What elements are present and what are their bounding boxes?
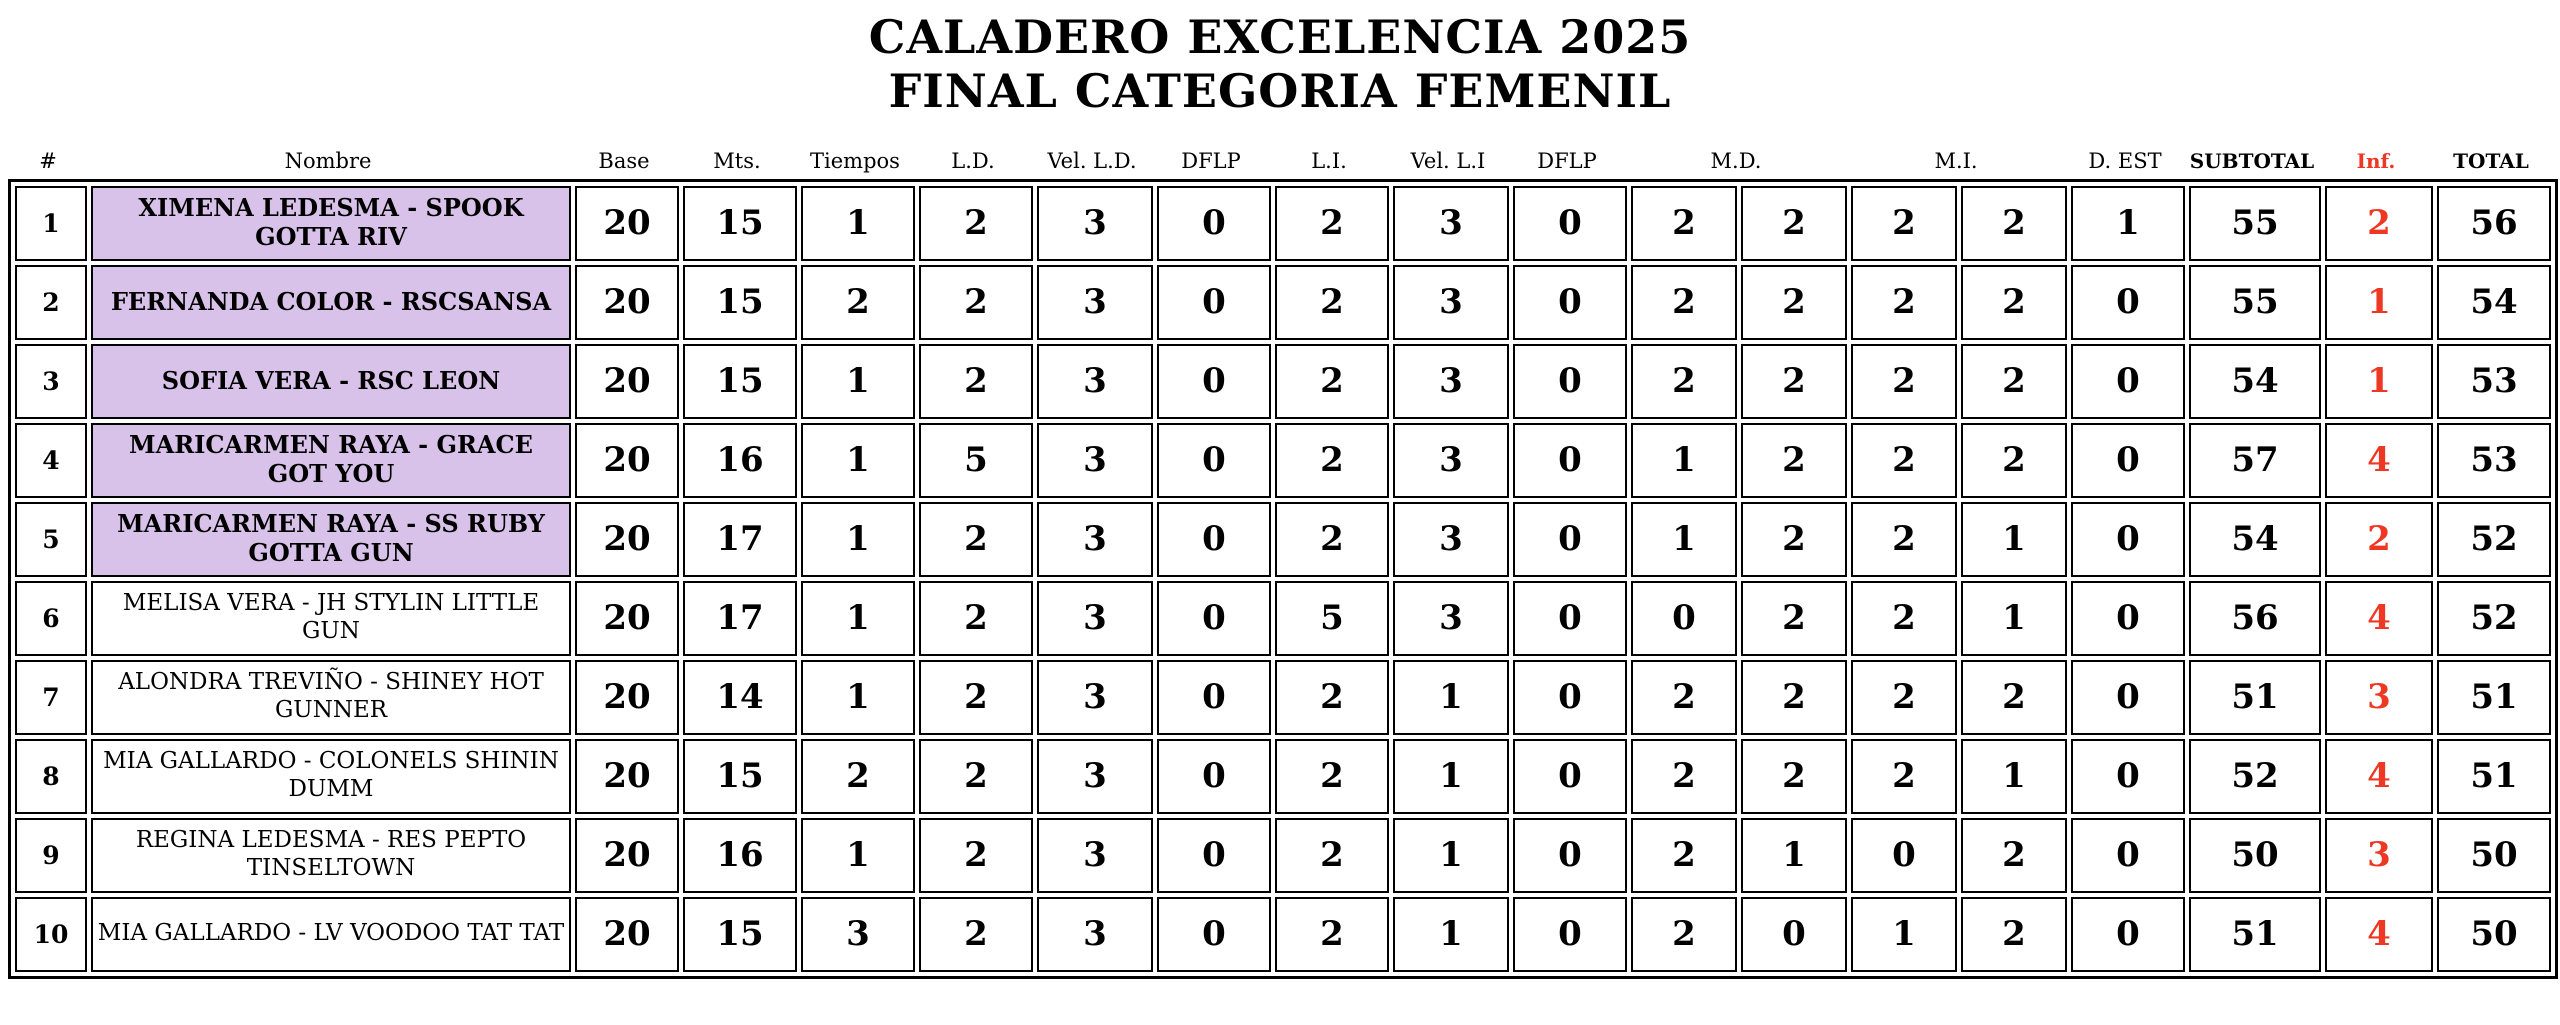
score-cell: 2 (919, 344, 1033, 419)
score-cell: 2 (919, 818, 1033, 893)
title-line-2: FINAL CATEGORIA FEMENIL (888, 64, 1672, 119)
score-cell: 2 (1631, 186, 1737, 261)
score-cell: 1 (1393, 660, 1509, 735)
rank-cell: 5 (15, 502, 87, 577)
score-cell: 0 (2071, 344, 2185, 419)
col-header-li: L.I. (1311, 148, 1347, 173)
score-cell: 2 (1275, 739, 1389, 814)
table-row (15, 502, 2551, 577)
score-cell: 20 (575, 739, 679, 814)
score-cell: 1 (801, 423, 915, 498)
score-cell: 1 (801, 660, 915, 735)
rank-cell: 6 (15, 581, 87, 656)
score-cell: 1 (2071, 186, 2185, 261)
name-cell: MELISA VERA - JH STYLIN LITTLE GUN (91, 581, 571, 656)
col-header-nombre: Nombre (284, 148, 372, 173)
score-cell: 1 (1393, 818, 1509, 893)
score-cell: 1 (801, 818, 915, 893)
score-cell: 0 (1157, 581, 1271, 656)
score-cell: 2 (1741, 265, 1847, 340)
score-cell: 0 (1513, 660, 1627, 735)
rank-cell: 8 (15, 739, 87, 814)
subtotal-cell: 54 (2189, 502, 2321, 577)
score-cell: 0 (2071, 818, 2185, 893)
score-cell: 2 (1741, 660, 1847, 735)
score-cell: 3 (1037, 502, 1153, 577)
score-cell: 3 (1393, 502, 1509, 577)
score-cell: 2 (1631, 265, 1737, 340)
score-cell: 2 (1275, 818, 1389, 893)
score-cell: 3 (1037, 897, 1153, 972)
score-cell: 3 (1393, 265, 1509, 340)
table-row (15, 581, 2551, 656)
score-cell: 0 (1157, 739, 1271, 814)
score-cell: 2 (1631, 739, 1737, 814)
score-cell: 0 (1157, 897, 1271, 972)
score-cell: 2 (1275, 660, 1389, 735)
score-cell: 2 (919, 581, 1033, 656)
score-cell: 2 (1275, 344, 1389, 419)
subtotal-cell: 54 (2189, 344, 2321, 419)
score-cell: 16 (683, 423, 797, 498)
score-cell: 0 (2071, 265, 2185, 340)
inf-cell: 4 (2325, 897, 2433, 972)
name-cell: MIA GALLARDO - LV VOODOO TAT TAT (91, 897, 571, 972)
score-cell: 2 (1275, 423, 1389, 498)
score-cell: 2 (919, 660, 1033, 735)
score-cell: 17 (683, 502, 797, 577)
score-cell: 2 (1741, 581, 1847, 656)
table-row (15, 739, 2551, 814)
score-cell: 2 (1851, 265, 1957, 340)
score-cell: 20 (575, 186, 679, 261)
score-cell: 0 (1851, 818, 1957, 893)
score-cell: 2 (1741, 739, 1847, 814)
rank-cell: 7 (15, 660, 87, 735)
table-row (15, 818, 2551, 893)
name-cell: MIA GALLARDO - COLONELS SHININ DUMM (91, 739, 571, 814)
score-cell: 2 (1851, 739, 1957, 814)
col-header-rank: # (39, 148, 57, 173)
score-cell: 0 (1513, 581, 1627, 656)
score-cell: 20 (575, 897, 679, 972)
total-cell: 53 (2437, 344, 2551, 419)
score-cell: 2 (1275, 897, 1389, 972)
score-cell: 20 (575, 818, 679, 893)
score-cell: 1 (1961, 739, 2067, 814)
score-cell: 2 (1741, 344, 1847, 419)
score-cell: 0 (1513, 423, 1627, 498)
score-cell: 3 (1037, 660, 1153, 735)
score-cell: 16 (683, 818, 797, 893)
score-cell: 2 (1851, 660, 1957, 735)
subtotal-cell: 51 (2189, 897, 2321, 972)
score-cell: 3 (1037, 423, 1153, 498)
score-cell: 1 (1851, 897, 1957, 972)
score-cell: 3 (1037, 344, 1153, 419)
score-cell: 0 (2071, 581, 2185, 656)
total-cell: 54 (2437, 265, 2551, 340)
score-cell: 0 (1157, 186, 1271, 261)
table-row (15, 423, 2551, 498)
score-cell: 0 (1513, 739, 1627, 814)
score-cell: 0 (2071, 739, 2185, 814)
score-cell: 17 (683, 581, 797, 656)
score-cell: 2 (919, 897, 1033, 972)
rank-cell: 2 (15, 265, 87, 340)
score-cell: 1 (1393, 897, 1509, 972)
score-cell: 1 (1961, 581, 2067, 656)
subtotal-cell: 56 (2189, 581, 2321, 656)
rank-cell: 9 (15, 818, 87, 893)
score-cell: 1 (1961, 502, 2067, 577)
name-cell: MARICARMEN RAYA - SS RUBY GOTTA GUN (91, 502, 571, 577)
score-cell: 2 (801, 265, 915, 340)
score-cell: 0 (2071, 897, 2185, 972)
score-cell: 1 (801, 502, 915, 577)
score-cell: 2 (919, 265, 1033, 340)
score-cell: 2 (801, 739, 915, 814)
total-cell: 51 (2437, 739, 2551, 814)
inf-cell: 4 (2325, 423, 2433, 498)
col-header-inf: Inf. (2356, 148, 2396, 173)
score-cell: 2 (1741, 502, 1847, 577)
table-row (15, 344, 2551, 419)
score-cell: 2 (1961, 818, 2067, 893)
inf-cell: 3 (2325, 818, 2433, 893)
subtotal-cell: 52 (2189, 739, 2321, 814)
score-cell: 2 (1851, 186, 1957, 261)
score-cell: 2 (1631, 344, 1737, 419)
score-cell: 1 (1631, 423, 1737, 498)
results-sheet (8, 145, 2552, 979)
col-header-mi: M.I. (1934, 148, 1978, 173)
score-cell: 2 (1631, 660, 1737, 735)
score-cell: 2 (1631, 897, 1737, 972)
score-cell: 2 (1961, 660, 2067, 735)
inf-cell: 4 (2325, 581, 2433, 656)
score-cell: 0 (1157, 423, 1271, 498)
score-cell: 15 (683, 739, 797, 814)
table-row (15, 265, 2551, 340)
score-cell: 0 (1157, 818, 1271, 893)
score-cell: 0 (1157, 265, 1271, 340)
name-cell: FERNANDA COLOR - RSCSANSA (91, 265, 571, 340)
score-cell: 1 (801, 581, 915, 656)
col-header-dflp-1: DFLP (1181, 148, 1241, 173)
score-cell: 3 (1037, 265, 1153, 340)
score-cell: 1 (1741, 818, 1847, 893)
col-header-subtotal: SUBTOTAL (2189, 148, 2315, 173)
total-cell: 51 (2437, 660, 2551, 735)
col-header-ld: L.D. (951, 148, 995, 173)
table-row (15, 660, 2551, 735)
total-cell: 56 (2437, 186, 2551, 261)
score-cell: 0 (2071, 660, 2185, 735)
rank-cell: 10 (15, 897, 87, 972)
score-cell: 2 (1631, 818, 1737, 893)
subtotal-cell: 50 (2189, 818, 2321, 893)
rank-cell: 4 (15, 423, 87, 498)
score-cell: 2 (1275, 265, 1389, 340)
col-header-md: M.D. (1710, 148, 1762, 173)
inf-cell: 3 (2325, 660, 2433, 735)
subtotal-cell: 51 (2189, 660, 2321, 735)
score-cell: 15 (683, 897, 797, 972)
score-cell: 2 (1275, 502, 1389, 577)
score-cell: 2 (1851, 344, 1957, 419)
total-cell: 50 (2437, 818, 2551, 893)
column-header-row (8, 145, 2552, 179)
score-cell: 0 (1513, 265, 1627, 340)
score-cell: 2 (1741, 423, 1847, 498)
score-cell: 0 (1513, 502, 1627, 577)
name-cell: MARICARMEN RAYA - GRACE GOT YOU (91, 423, 571, 498)
subtotal-cell: 57 (2189, 423, 2321, 498)
score-cell: 2 (1851, 502, 1957, 577)
total-cell: 52 (2437, 581, 2551, 656)
score-cell: 20 (575, 423, 679, 498)
inf-cell: 2 (2325, 502, 2433, 577)
col-header-vel-li: Vel. L.I (1410, 148, 1486, 173)
name-cell: REGINA LEDESMA - RES PEPTO TINSELTOWN (91, 818, 571, 893)
name-cell: XIMENA LEDESMA - SPOOK GOTTA RIV (91, 186, 571, 261)
score-cell: 0 (2071, 423, 2185, 498)
score-cell: 0 (1631, 581, 1737, 656)
score-cell: 3 (1037, 186, 1153, 261)
score-cell: 2 (1961, 423, 2067, 498)
table-row (15, 186, 2551, 261)
score-cell: 2 (1961, 897, 2067, 972)
score-cell: 2 (1961, 265, 2067, 340)
score-cell: 15 (683, 186, 797, 261)
col-header-total: TOTAL (2453, 148, 2529, 173)
results-table (8, 179, 2558, 979)
score-cell: 3 (1393, 423, 1509, 498)
score-cell: 3 (801, 897, 915, 972)
score-cell: 15 (683, 265, 797, 340)
title-line-1: CALADERO EXCELENCIA 2025 (868, 10, 1692, 64)
score-cell: 1 (1393, 739, 1509, 814)
score-cell: 14 (683, 660, 797, 735)
score-cell: 20 (575, 502, 679, 577)
inf-cell: 1 (2325, 265, 2433, 340)
total-cell: 50 (2437, 897, 2551, 972)
table-row (15, 897, 2551, 972)
score-cell: 2 (919, 739, 1033, 814)
score-cell: 2 (1961, 344, 2067, 419)
rank-cell: 1 (15, 186, 87, 261)
col-header-base: Base (598, 148, 650, 173)
inf-cell: 2 (2325, 186, 2433, 261)
score-cell: 2 (919, 186, 1033, 261)
score-cell: 3 (1393, 581, 1509, 656)
inf-cell: 4 (2325, 739, 2433, 814)
score-cell: 1 (1631, 502, 1737, 577)
score-cell: 2 (1741, 186, 1847, 261)
score-cell: 0 (1741, 897, 1847, 972)
score-cell: 0 (1157, 502, 1271, 577)
total-cell: 52 (2437, 502, 2551, 577)
subtotal-cell: 55 (2189, 186, 2321, 261)
score-cell: 15 (683, 344, 797, 419)
col-header-tiempos: Tiempos (810, 148, 900, 173)
score-cell: 2 (1961, 186, 2067, 261)
name-cell: ALONDRA TREVIÑO - SHINEY HOT GUNNER (91, 660, 571, 735)
score-cell: 2 (1851, 423, 1957, 498)
col-header-dflp-2: DFLP (1537, 148, 1597, 173)
score-cell: 5 (1275, 581, 1389, 656)
score-cell: 0 (1513, 818, 1627, 893)
col-header-mts: Mts. (713, 148, 761, 173)
score-cell: 3 (1037, 581, 1153, 656)
score-cell: 20 (575, 265, 679, 340)
score-cell: 0 (1513, 897, 1627, 972)
score-cell: 2 (1851, 581, 1957, 656)
total-cell: 53 (2437, 423, 2551, 498)
score-cell: 3 (1393, 186, 1509, 261)
score-cell: 0 (1157, 344, 1271, 419)
score-cell: 20 (575, 344, 679, 419)
score-cell: 1 (801, 186, 915, 261)
inf-cell: 1 (2325, 344, 2433, 419)
score-cell: 0 (2071, 502, 2185, 577)
score-cell: 3 (1037, 739, 1153, 814)
score-cell: 0 (1513, 344, 1627, 419)
page-title (0, 0, 2560, 119)
score-cell: 0 (1157, 660, 1271, 735)
score-cell: 5 (919, 423, 1033, 498)
score-cell: 2 (919, 502, 1033, 577)
rank-cell: 3 (15, 344, 87, 419)
score-cell: 20 (575, 581, 679, 656)
score-cell: 20 (575, 660, 679, 735)
score-cell: 1 (801, 344, 915, 419)
col-header-d-est: D. EST (2088, 148, 2162, 173)
name-cell: SOFIA VERA - RSC LEON (91, 344, 571, 419)
score-cell: 3 (1037, 818, 1153, 893)
score-cell: 0 (1513, 186, 1627, 261)
score-cell: 2 (1275, 186, 1389, 261)
score-cell: 3 (1393, 344, 1509, 419)
subtotal-cell: 55 (2189, 265, 2321, 340)
col-header-vel-ld: Vel. L.D. (1047, 148, 1137, 173)
